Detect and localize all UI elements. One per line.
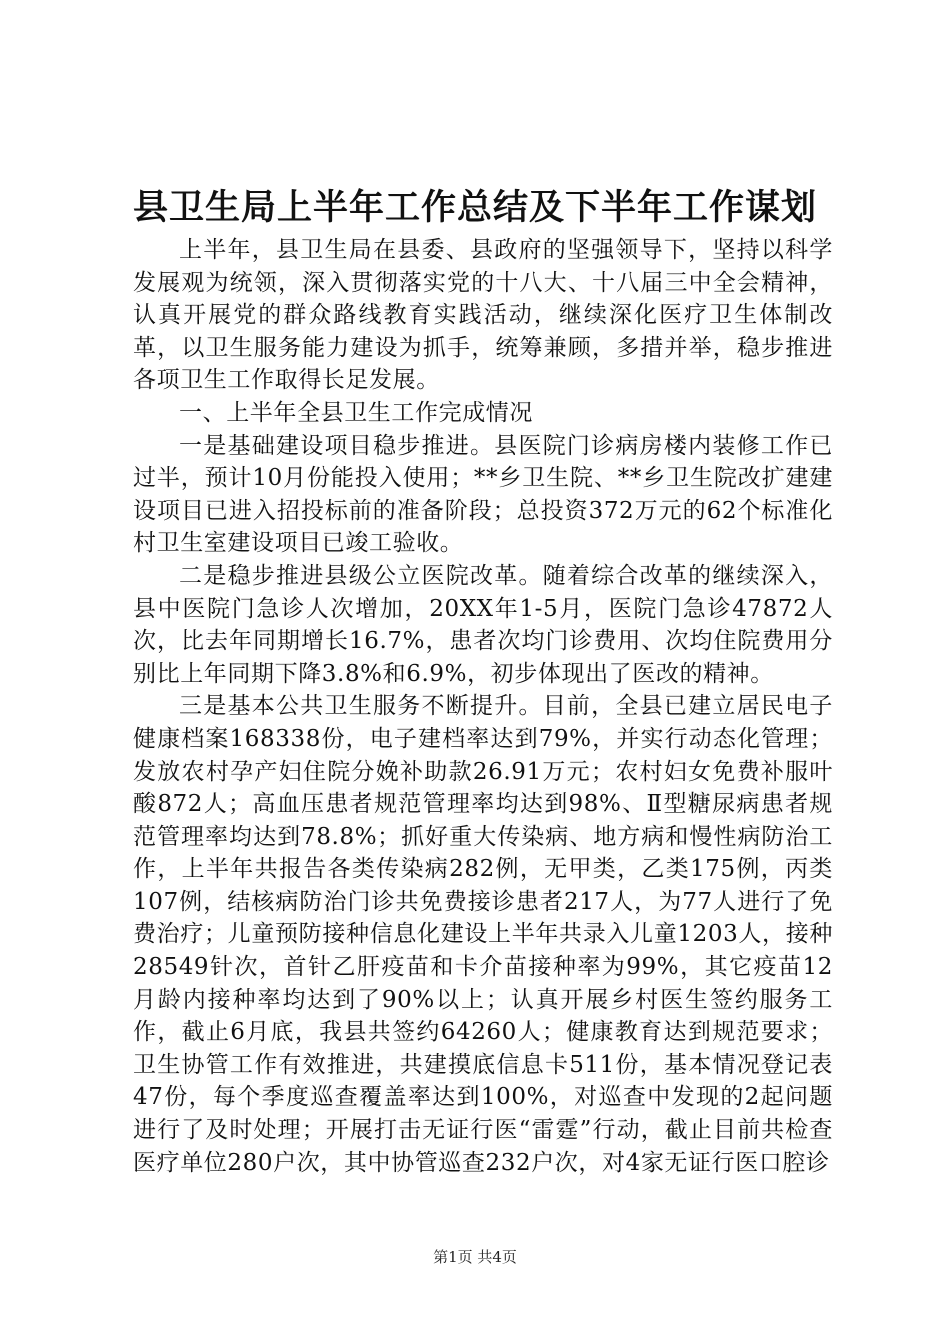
document-title: 县卫生局上半年工作总结及下半年工作谋划 — [132, 187, 817, 228]
intro-paragraph: 上半年，县卫生局在县委、县政府的坚强领导下，坚持以科学发展观为统领，深入贯彻落实党的十八大、十八届三中全会精神，认真开展党的群众路线教育实践活动，继续深化医疗卫生体制改革，以卫生服务能力建设为抓手，统筹兼顾，多措并举，稳步推进各项卫生工作取得长足发展。 — [133, 237, 833, 394]
paragraph-infrastructure: 一是基础建设项目稳步推进。县医院门诊病房楼内装修工作已过半，预计10月份能投入使用；**乡卫生院、**乡卫生院改扩建建设项目已进入招投标前的准备阶段；总投资372万元的62个标准化村卫生室建设项目已竣工验收。 — [133, 432, 833, 557]
page-footer: 第1页 共4页 — [433, 1248, 517, 1266]
paragraph-hospital-reform: 二是稳步推进县级公立医院改革。随着综合改革的继续深入，县中医院门急诊人次增加，20XX年1-5月，医院门急诊47872人次，比去年同期增长16.7%，患者次均门诊费用、次均住院费用分别比上年同期下降3.8%和6.9%，初步体现出了医改的精神。 — [133, 562, 833, 687]
paragraph-public-health: 三是基本公共卫生服务不断提升。目前，全县已建立居民电子健康档案168338份，电子建档率达到79%，并实行动态化管理；发放农村孕产妇住院分娩补助款26.91万元；农村妇女免费补服叶酸872人；高血压患者规范管理率均达到98%、Ⅱ型糖尿病患者规范管理率均达到78.8%；抓好重大传染病、地方病和慢性病防治工作，上半年共报告各类传染病282例，无甲类，乙类175例，丙类107例，结核病防治门诊共免费接诊患者217人，为77人进行了免费治疗；儿童预防接种信息化建设上半年共录入儿童1203人，接种28549针次，首针乙肝疫苗和卡介苗接种率为99%，其它疫苗12月龄内接种率均达到了90%以上；认真开展乡村医生签约服务工作，截止6月底，我县共签约64260人；健康教育达到规范要求；卫生协管工作有效推进，共建摸底信息卡511份，基本情况登记表47份，每个季度巡查覆盖率达到100%，对巡查中发现的2起问题进行了及时处理；开展打击无证行医“雷霆”行动，截止目前共检查医疗单位280户次，其中协管巡查232户次，对4家无证行医口腔诊 — [133, 693, 833, 1176]
section-heading: 一、上半年全县卫生工作完成情况 — [179, 399, 533, 426]
document-body — [133, 234, 833, 1179]
